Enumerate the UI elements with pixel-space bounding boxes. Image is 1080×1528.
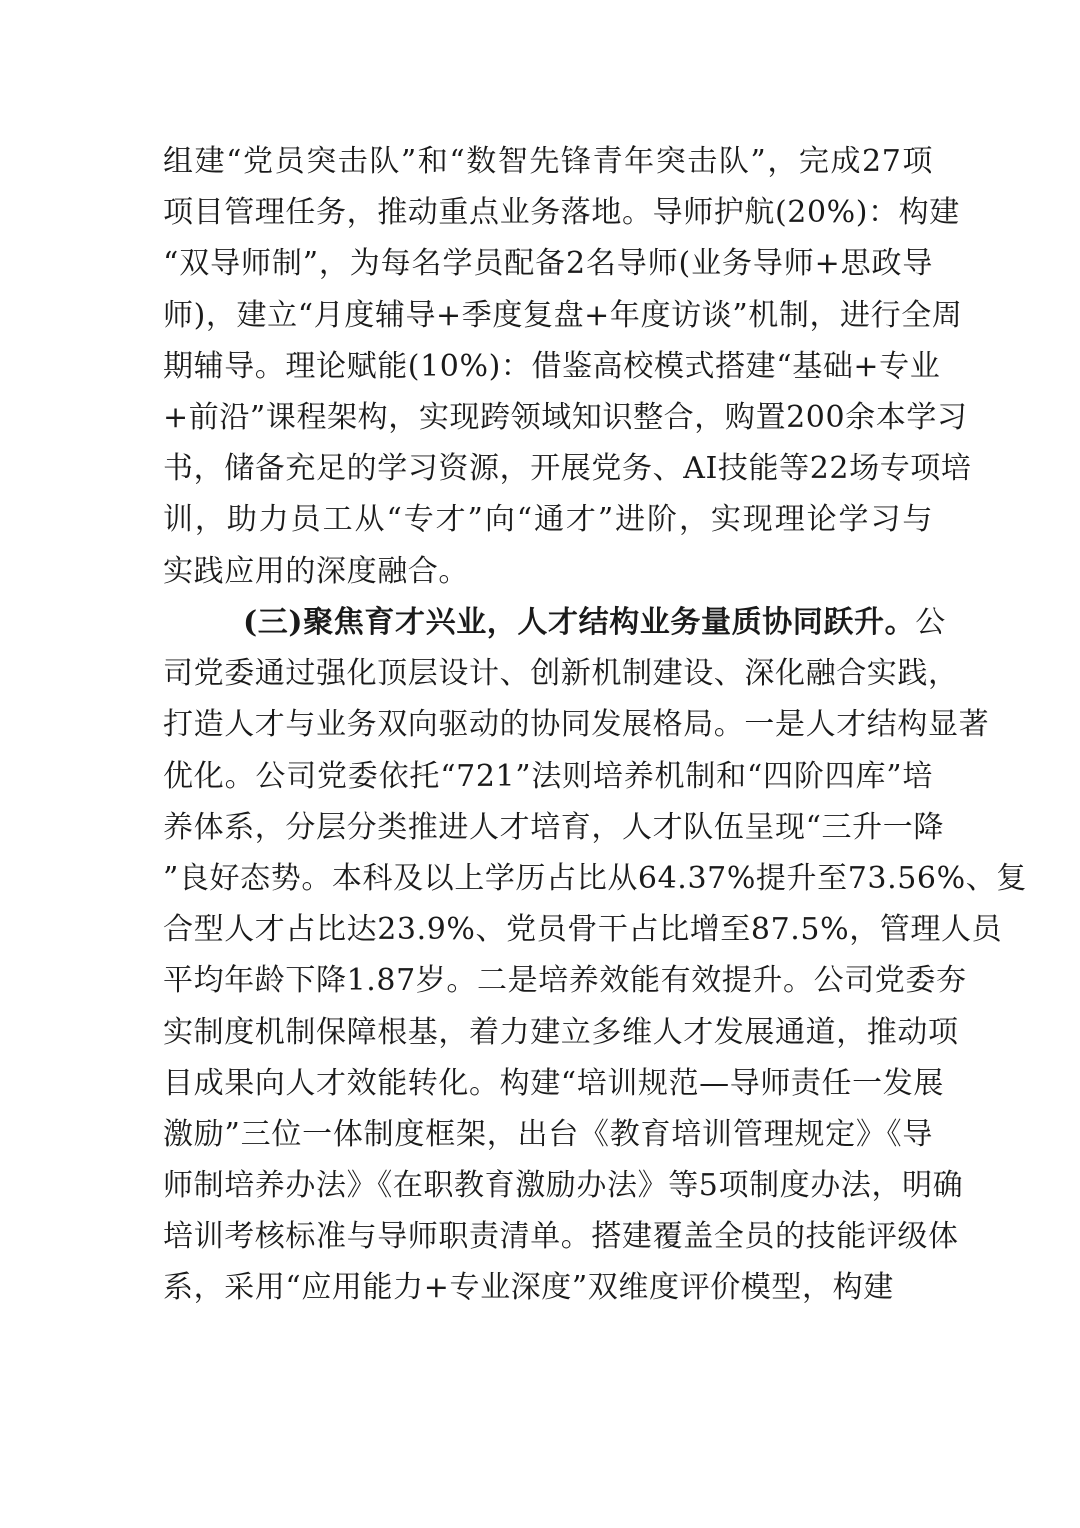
paragraph-line: “双导师制”，为每名学员配备2名导师(业务导师+思政导: [163, 246, 933, 282]
paragraph-line: 师)，建立“月度辅导+季度复盘+年度访谈”机制，进行全周: [163, 297, 963, 333]
paragraph-line: 培训考核标准与导师职责清单。搭建覆盖全员的技能评级体: [163, 1219, 959, 1255]
paragraph-line: 组建“党员突击队”和“数智先锋青年突击队”，完成27项: [163, 144, 933, 179]
paragraph-continued: [163, 136, 972, 597]
paragraph-line: 司党委通过强化顶层设计、创新机制建设、深化融合实践，: [163, 656, 959, 692]
paragraph-line: 实践应用的深度融合。: [163, 553, 469, 589]
paragraph-line: 实制度机制保障根基，着力建立多维人才发展通道，推动项: [163, 1014, 959, 1050]
paragraph-line: 师制培养办法》《在职教育激励办法》等5项制度办法，明确: [163, 1168, 964, 1204]
paragraph-line: 养体系，分层分类推进人才培育，人才队伍呈现“三升一降: [163, 809, 944, 845]
paragraph-line: ”良好态势。本科及以上学历占比从64.37%提升至73.56%、复: [163, 860, 1027, 896]
paragraph-line: 项目管理任务，推动重点业务落地。导师护航(20%)：构建: [163, 195, 960, 231]
paragraph-line: 合型人才占比达23.9%、党员骨干占比增至87.5%，管理人员: [163, 912, 1003, 948]
paragraph-line: 期辅导。理论赋能(10%)：借鉴高校模式搭建“基础+专业: [163, 348, 941, 384]
paragraph-line: 优化。公司党委依托“721”法则培养机制和“四阶四库”培: [163, 758, 933, 794]
paragraph-line: 打造人才与业务双向驱动的协同发展格局。一是人才结构显著: [163, 707, 990, 743]
section-heading: (三)聚焦育才兴业，人才结构业务量质协同跃升。: [243, 605, 916, 640]
heading-tail-text: 公: [915, 605, 946, 640]
paragraph-section-three: [163, 597, 1027, 1314]
section-heading-line: [163, 597, 946, 648]
paragraph-line: 书，储备充足的学习资源，开展党务、AI技能等22场专项培: [163, 451, 972, 487]
paragraph-line: 系，采用“应用能力+专业深度”双维度评价模型，构建: [163, 1270, 894, 1306]
paragraph-line: 训，助力员工从“专才”向“通才”进阶，实现理论学习与: [163, 502, 933, 538]
paragraph-line: 目成果向人才效能转化。构建“培训规范—导师责任一发展: [163, 1065, 944, 1101]
paragraph-line: 激励”三位一体制度框架，出台《教育培训管理规定》《导: [163, 1116, 933, 1152]
paragraph-line: 平均年龄下降1.87岁。二是培养效能有效提升。公司党委夯: [163, 963, 967, 999]
paragraph-line: +前沿”课程架构，实现跨领域知识整合，购置200余本学习: [163, 399, 968, 435]
